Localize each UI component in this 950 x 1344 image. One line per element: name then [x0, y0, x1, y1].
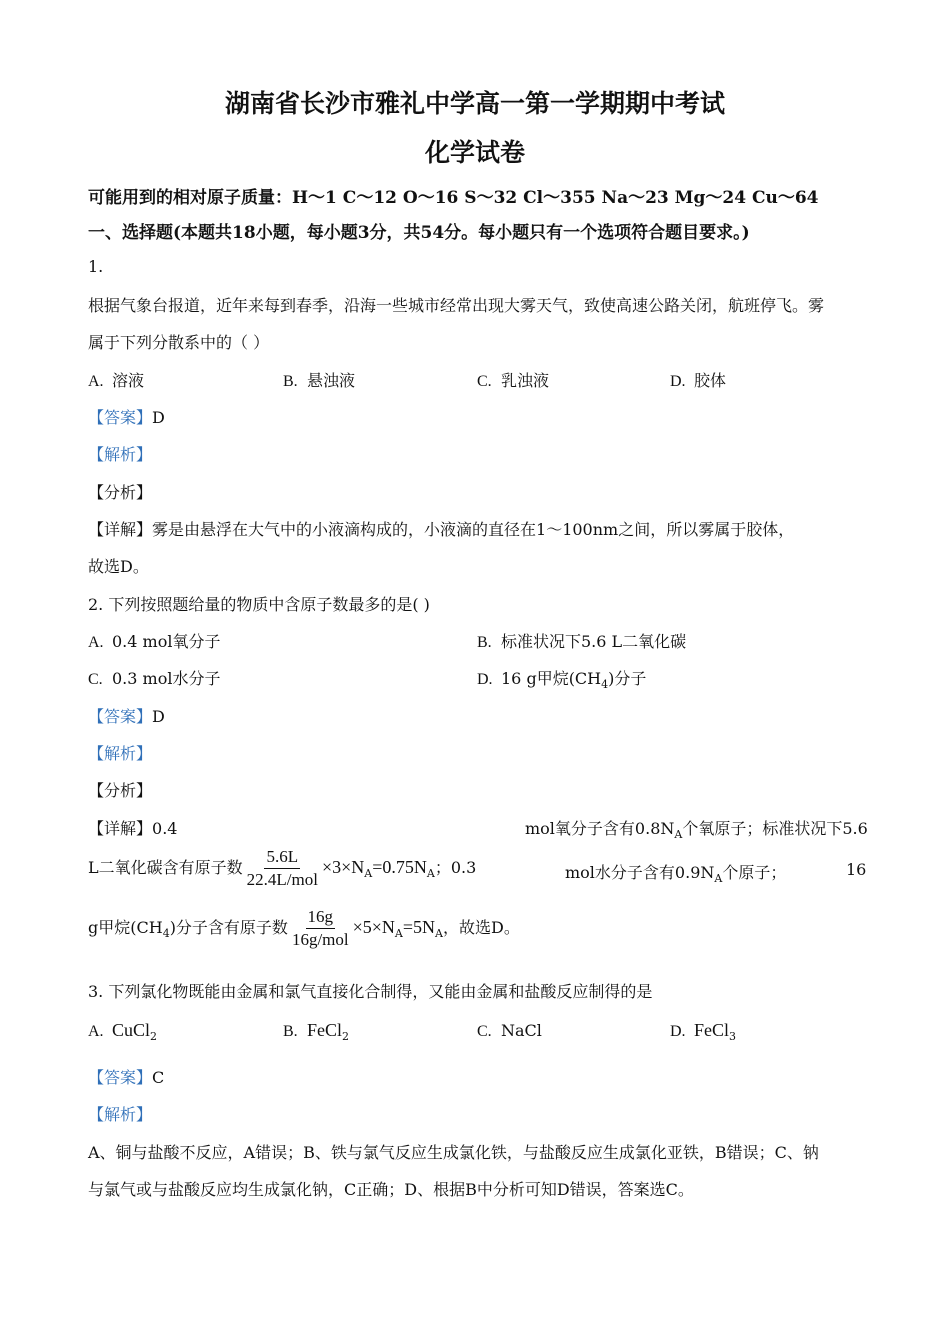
option-text: FeCl	[307, 1020, 343, 1040]
fraction-volume	[245, 848, 320, 889]
q2-option-d	[477, 666, 646, 691]
answer-tag: 【答案】	[88, 1068, 153, 1087]
formula-text: ×3×N	[321, 856, 365, 877]
q3-option-a	[88, 1020, 157, 1043]
q2-option-c	[88, 666, 220, 689]
q1-stem-line2: 属于下列分散系中的（ ）	[88, 333, 270, 352]
subscript: A	[394, 927, 403, 941]
detail-text: 雾是由悬浮在大气中的小液滴构成的，小液滴的直径在1～100nm之间，所以雾属于胶体，	[152, 520, 795, 539]
subscript: A	[435, 927, 443, 941]
q2-detail-line2	[88, 848, 476, 889]
q1-option-c	[477, 368, 549, 391]
q2-fenxi-tag: 【分析】	[88, 781, 153, 800]
detail-text: )分子含有原子数	[169, 917, 288, 937]
option-text: NaCl	[501, 1021, 542, 1040]
q1-stem-line1: 根据气象台报道，近年来每到春季，沿海一些城市经常出现大雾天气，致使高速公路关闭，航班停飞。雾	[88, 296, 825, 315]
option-letter: B.	[477, 634, 492, 651]
section-heading: 一、选择题(本题共18小题，每小题3分，共54分。每小题只有一个选项符合题目要求。)	[88, 223, 750, 243]
detail-text: 个氧原子；标准状况下5.6	[682, 819, 868, 838]
q3-explanation-line1: A、铜与盐酸不反应，A错误；B、铁与氯气反应生成氯化铁，与盐酸反应生成氯化亚铁，B错误；C、钠	[88, 1143, 819, 1162]
option-letter: D.	[670, 1023, 686, 1040]
detail-text: g甲烷(CH	[88, 917, 163, 937]
detail-text: 个原子；	[722, 863, 787, 882]
option-letter: B.	[283, 373, 298, 390]
option-text: 胶体	[694, 371, 727, 390]
q3-stem: 3. 下列氯化物既能由金属和氯气直接化合制得，又能由金属和盐酸反应制得的是	[88, 982, 653, 1001]
q2-option-b	[477, 629, 686, 652]
detail-tag: 【详解】	[88, 520, 153, 539]
q2-detail-line3	[88, 908, 520, 949]
option-text: 溶液	[112, 371, 145, 390]
subscript: A	[364, 867, 373, 881]
subscript: 2	[342, 1030, 350, 1044]
subscript: 2	[150, 1030, 158, 1044]
option-letter: A.	[88, 373, 104, 390]
fraction-denominator: 22.4L/mol	[246, 869, 318, 889]
formula-text: =5N	[402, 916, 436, 937]
fraction-numerator: 16g	[306, 908, 336, 929]
option-letter: A.	[88, 1023, 104, 1040]
q3-answer	[88, 1065, 164, 1088]
option-text: 悬浊液	[307, 371, 356, 390]
q3-option-d	[670, 1020, 736, 1043]
option-text: CuCl	[112, 1020, 151, 1040]
page-subtitle: 化学试卷	[424, 138, 525, 167]
option-text: )分子	[608, 669, 647, 688]
q2-detail-line1-right	[525, 816, 868, 841]
q1-fenxi-tag: 【分析】	[88, 483, 153, 502]
q1-option-a	[88, 368, 144, 391]
q3-explanation-line2: 与氯气或与盐酸反应均生成氯化钠，C正确；D、根据B中分析可知D错误，答案选C。	[88, 1180, 694, 1199]
page-title: 湖南省长沙市雅礼中学高一第一学期期中考试	[224, 89, 725, 118]
option-text: 0.3 mol水分子	[112, 669, 221, 688]
option-letter: A.	[88, 634, 104, 651]
option-letter: D.	[670, 373, 686, 390]
subscript: A	[714, 872, 723, 886]
q1-number: 1.	[88, 257, 104, 276]
subscript: A	[426, 867, 435, 881]
answer-value: C	[152, 1068, 165, 1087]
answer-value: D	[152, 408, 165, 427]
q1-option-b	[283, 368, 355, 391]
answer-tag: 【答案】	[88, 707, 153, 726]
q2-option-a	[88, 629, 220, 652]
subscript: A	[674, 828, 683, 842]
subscript: 3	[729, 1030, 737, 1044]
option-text: 0.4 mol氧分子	[112, 632, 221, 651]
fraction-denominator: 16g/mol	[291, 929, 349, 949]
q2-detail-line2-right	[565, 860, 786, 885]
q3-option-c	[477, 1021, 542, 1041]
detail-text: ，故选D。	[442, 917, 520, 937]
fraction-numerator: 5.6L	[264, 848, 300, 869]
subscript: 4	[162, 927, 170, 941]
formula-text: ×5×N	[352, 916, 395, 937]
q2-answer	[88, 704, 165, 727]
option-text: 乳浊液	[501, 371, 550, 390]
detail-text: L二氧化碳含有原子数	[88, 857, 243, 877]
q2-detail-line1-left	[88, 816, 177, 839]
q3-analysis-tag: 【解析】	[88, 1105, 153, 1124]
option-letter: D.	[477, 671, 493, 688]
q3-option-b	[283, 1020, 349, 1043]
q2-analysis-tag: 【解析】	[88, 744, 153, 763]
answer-value: D	[152, 707, 165, 726]
q1-answer	[88, 405, 165, 428]
atomic-masses: 可能用到的相对原子质量：H～1 C～12 O～16 S～32 Cl～355 Na～23 Mg～24 Cu～64	[88, 188, 819, 208]
detail-tag: 【详解】	[88, 819, 153, 838]
option-letter: C.	[477, 373, 492, 390]
detail-text: mol水分子含有0.9N	[565, 863, 715, 882]
option-letter: C.	[477, 1023, 492, 1040]
q1-option-d	[670, 368, 726, 391]
q2-stem: 2. 下列按照题给量的物质中含原子数最多的是( )	[88, 595, 430, 614]
option-text: FeCl	[694, 1020, 730, 1040]
option-text: 16 g甲烷(CH	[501, 669, 602, 688]
detail-text: ；0.3	[434, 857, 477, 877]
answer-tag: 【答案】	[88, 408, 153, 427]
detail-text: 0.4	[152, 819, 178, 838]
fraction-mass	[290, 908, 351, 949]
option-letter: C.	[88, 671, 103, 688]
detail-text: mol氧分子含有0.8N	[525, 819, 675, 838]
option-letter: B.	[283, 1023, 298, 1040]
q1-analysis-tag: 【解析】	[88, 445, 153, 464]
subscript: 4	[601, 678, 609, 692]
formula-text: =0.75N	[372, 856, 427, 877]
q1-detail-line1	[88, 517, 794, 540]
q1-detail-line2: 故选D。	[88, 557, 149, 576]
option-text: 标准状况下5.6 L二氧化碳	[501, 632, 687, 651]
q2-detail-line2-end: 16	[846, 860, 867, 879]
